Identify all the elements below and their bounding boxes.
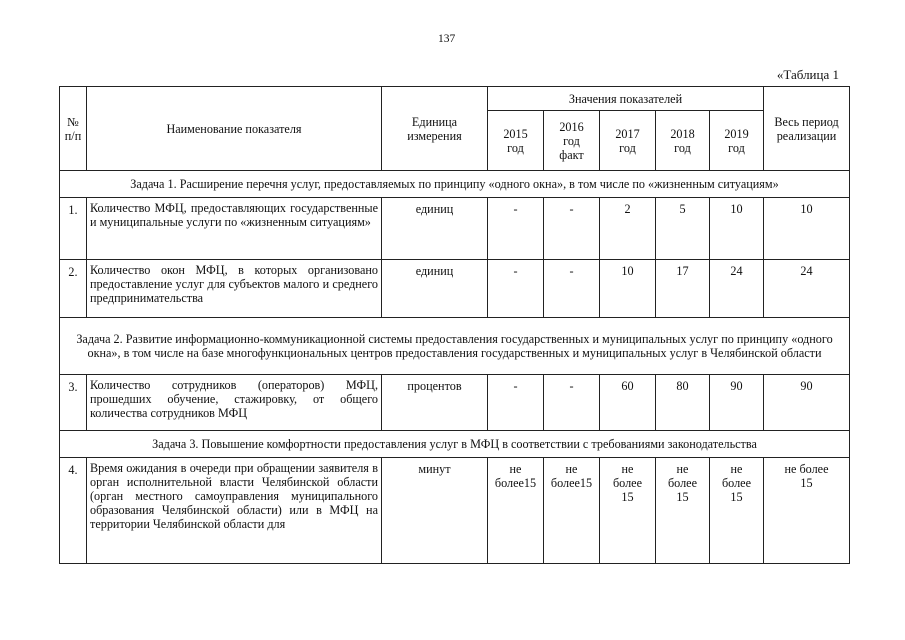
indicator-name: Время ожидания в очереди при обращении заявителя в орган исполнительной власти Челябинской области (орган местного самоуправления муниципального образования Челябинской области) или в МФЦ на территории Челябинской области для [87, 458, 382, 564]
unit-cell: единиц [382, 198, 488, 260]
header-unit-line1: Единица [411, 114, 458, 129]
header-year-2015 [488, 111, 544, 171]
page-number: 137 [438, 33, 456, 45]
value-text: не более [784, 462, 829, 476]
value-2015: - [488, 198, 544, 260]
value-text: не [565, 462, 578, 476]
header-year-text: 2019 [724, 126, 749, 141]
value-2018: 17 [656, 260, 710, 318]
header-year-text: год [619, 140, 636, 155]
value-total: 90 [764, 375, 850, 431]
value-2016: - [544, 375, 600, 431]
value-2016: - [544, 260, 600, 318]
task-row [60, 318, 850, 375]
header-values-group: Значения показателей [488, 87, 764, 111]
task-3-title: Задача 3. Повышение комфортности предоставления услуг в МФЦ в соответствии с требованиями законодательства [60, 431, 850, 458]
header-year-text: год [507, 140, 524, 155]
header-year-text: 2018 [670, 126, 695, 141]
header-year-2018 [656, 111, 710, 171]
header-num-line1: № [67, 114, 79, 129]
unit-cell: процентов [382, 375, 488, 431]
value-2016: - [544, 198, 600, 260]
value-total: 10 [764, 198, 850, 260]
header-row [60, 87, 850, 111]
header-unit [382, 87, 488, 171]
value-2015: - [488, 375, 544, 431]
value-text: более [612, 476, 643, 490]
table-caption: «Таблица 1 [776, 67, 839, 82]
value-total [764, 458, 850, 564]
value-text: более15 [494, 476, 537, 490]
value-2018: 5 [656, 198, 710, 260]
indicator-name: Количество МФЦ, предоставляющих государственные и муниципальные услуги по «жизненным ситуациям» [87, 198, 382, 260]
value-2015: - [488, 260, 544, 318]
value-text: более [721, 476, 752, 490]
value-text: 15 [676, 490, 689, 504]
header-total [764, 87, 850, 171]
value-text: не [509, 462, 522, 476]
header-year-2016 [544, 111, 600, 171]
header-name: Наименование показателя [87, 87, 382, 171]
header-year-text: 2016 [559, 119, 584, 134]
task-row [60, 171, 850, 198]
value-2018: 80 [656, 375, 710, 431]
header-year-text: год [728, 140, 745, 155]
task-2-title: Задача 2. Развитие информационно-коммуникационной системы предоставления государственных и муниципальных услуг по принципу «одного окна», в том числе на базе многофункциональных центров предоставления государственных и муниципальных услуг в Челябинской области [60, 318, 850, 375]
row-number: 1. [60, 198, 87, 260]
row-number: 2. [60, 260, 87, 318]
unit-cell: минут [382, 458, 488, 564]
value-text: не [676, 462, 689, 476]
header-year-text: 2017 [615, 126, 640, 141]
value-2018 [656, 458, 710, 564]
indicator-name: Количество окон МФЦ, в которых организовано предоставление услуг для субъектов малого и среднего предпринимательства [87, 260, 382, 318]
value-text: более [667, 476, 698, 490]
value-2019 [710, 458, 764, 564]
header-unit-line2: измерения [407, 128, 462, 143]
header-total-line1: Весь период [774, 114, 839, 129]
value-2019: 10 [710, 198, 764, 260]
value-2016 [544, 458, 600, 564]
value-2015 [488, 458, 544, 564]
row-number: 3. [60, 375, 87, 431]
value-text: 15 [800, 476, 813, 490]
indicators-table [59, 86, 850, 564]
table-row [60, 198, 850, 260]
row-number: 4. [60, 458, 87, 564]
value-text: 15 [621, 490, 634, 504]
header-year-text: факт [559, 147, 584, 162]
unit-cell: единиц [382, 260, 488, 318]
header-num [60, 87, 87, 171]
header-num-line2: п/п [64, 128, 82, 143]
value-2017: 2 [600, 198, 656, 260]
table-row [60, 458, 850, 564]
value-2017 [600, 458, 656, 564]
value-text: 15 [730, 490, 743, 504]
task-1-title: Задача 1. Расширение перечня услуг, предоставляемых по принципу «одного окна», в том числе по «жизненным ситуациям» [60, 171, 850, 198]
value-total: 24 [764, 260, 850, 318]
header-total-line2: реализации [776, 128, 837, 143]
header-year-2017 [600, 111, 656, 171]
header-year-text: год [674, 140, 691, 155]
table-row [60, 260, 850, 318]
value-text: не [621, 462, 634, 476]
value-text: более15 [550, 476, 593, 490]
value-2019: 24 [710, 260, 764, 318]
header-year-2019 [710, 111, 764, 171]
value-2017: 10 [600, 260, 656, 318]
value-text: не [730, 462, 743, 476]
header-year-text: год [563, 133, 580, 148]
value-2017: 60 [600, 375, 656, 431]
indicator-name: Количество сотрудников (операторов) МФЦ, прошедших обучение, стажировку, от общего количества сотрудников МФЦ [87, 375, 382, 431]
value-2019: 90 [710, 375, 764, 431]
header-year-text: 2015 [503, 126, 528, 141]
table-row [60, 375, 850, 431]
task-row [60, 431, 850, 458]
